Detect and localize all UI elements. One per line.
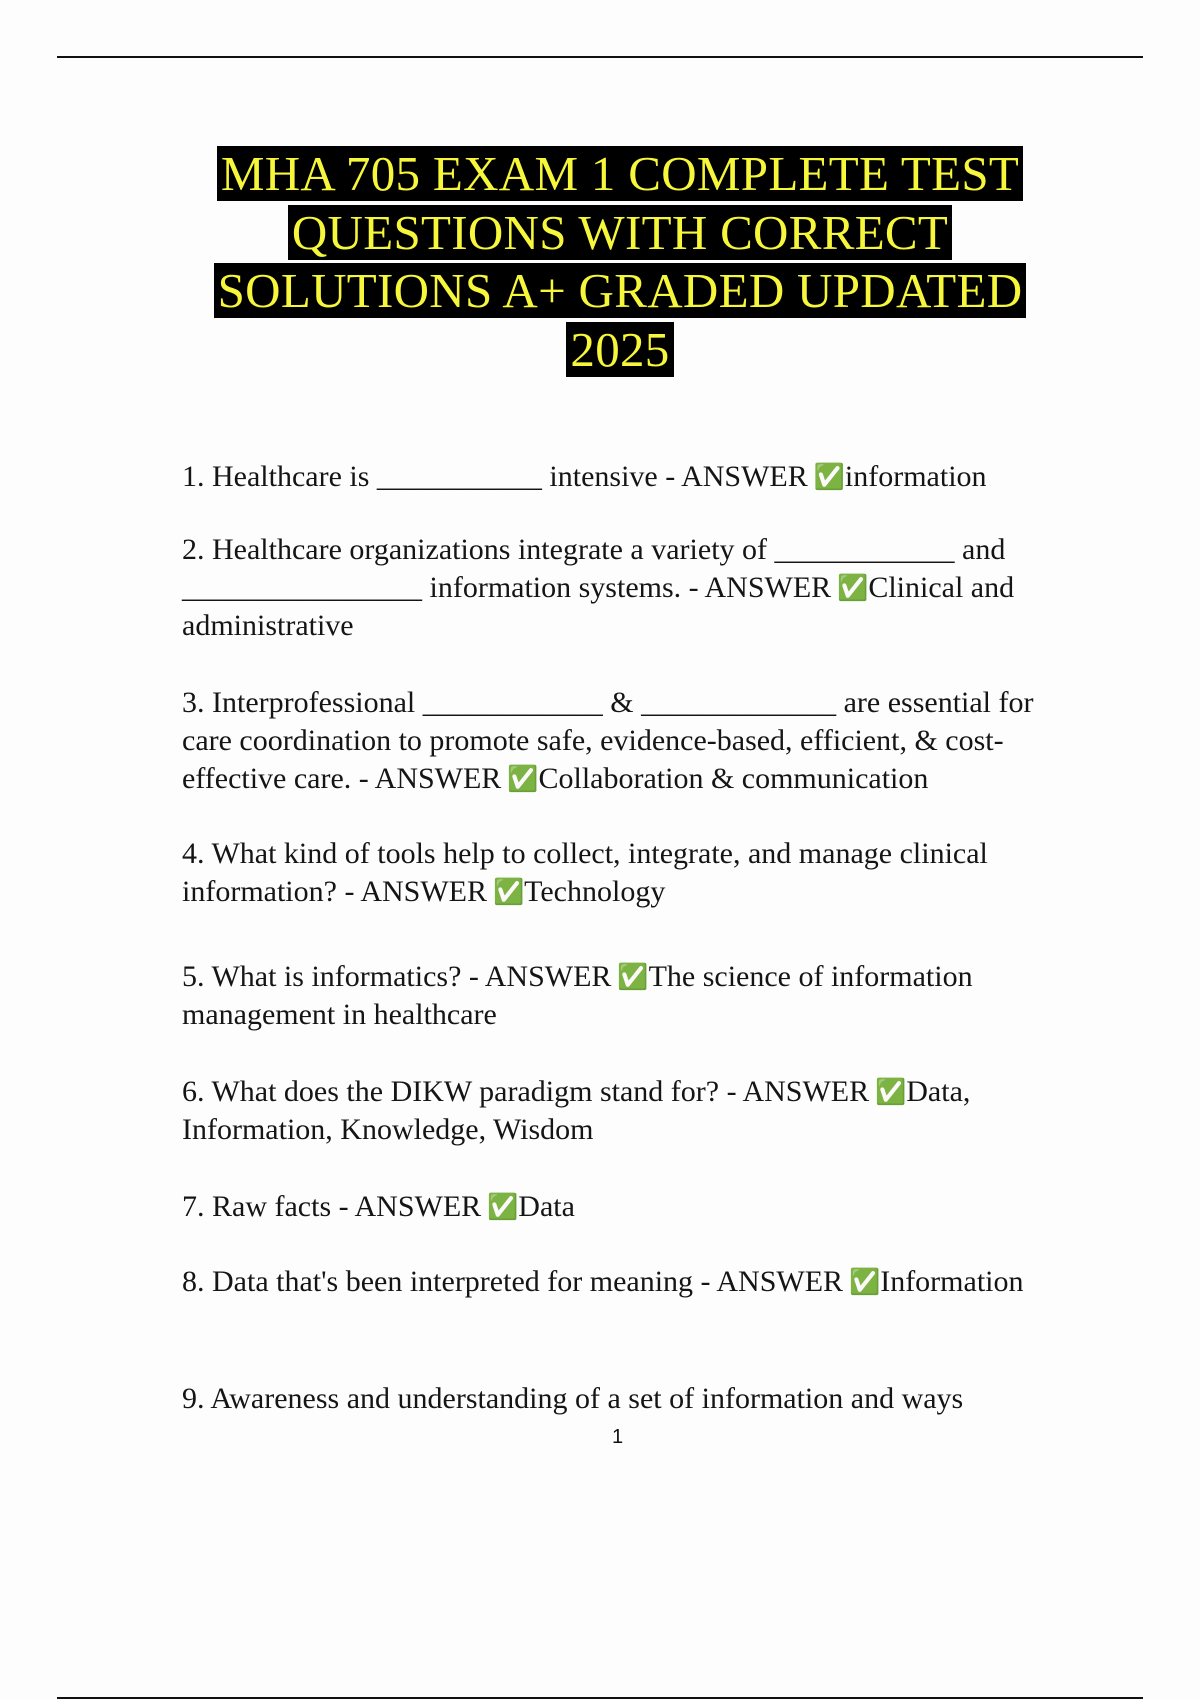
question-number: 9.: [182, 1382, 205, 1415]
answer-marker: ANSWER: [374, 762, 502, 795]
document-title: [160, 145, 1080, 379]
answer-text: Data: [518, 1190, 575, 1223]
question-text: What does the DIKW paradigm stand for? -: [211, 1075, 737, 1108]
checkmark-icon: ✅: [837, 573, 869, 602]
answer-marker: ANSWER: [354, 1190, 482, 1223]
checkmark-icon: ✅: [813, 462, 845, 491]
question-text: Raw facts -: [212, 1190, 349, 1223]
answer-text: Collaboration & communication: [538, 762, 929, 795]
answer-text: Information: [880, 1265, 1024, 1298]
question-text: What kind of tools help to collect, integrate, and manage clinical information? -: [182, 837, 996, 908]
question-number: 7.: [182, 1190, 205, 1223]
question-item: [182, 531, 1062, 645]
question-number: 2.: [182, 533, 205, 566]
checkmark-icon: ✅: [617, 962, 649, 991]
question-item: [182, 458, 1062, 496]
title-line: MHA 705 EXAM 1 COMPLETE TEST: [217, 146, 1023, 201]
checkmark-icon: ✅: [849, 1267, 881, 1296]
question-number: 4.: [182, 837, 205, 870]
answer-marker: ANSWER: [716, 1265, 844, 1298]
question-text: Healthcare is ___________ intensive -: [212, 460, 676, 493]
bottom-rule: [57, 1697, 1143, 1699]
question-item: [182, 1073, 1062, 1149]
answer-marker: ANSWER: [704, 571, 832, 604]
answer-marker: ANSWER: [681, 460, 808, 493]
answer-marker: ANSWER: [360, 875, 487, 908]
checkmark-icon: ✅: [492, 877, 525, 906]
question-item: [182, 1188, 1062, 1226]
question-number: 1.: [182, 460, 205, 493]
checkmark-icon: ✅: [875, 1077, 907, 1106]
question-item: [182, 1263, 1062, 1301]
answer-text: information: [844, 460, 987, 493]
answer-marker: ANSWER: [742, 1075, 870, 1108]
question-item: [182, 1380, 1062, 1418]
question-text: Awareness and understanding of a set of information and ways: [210, 1382, 964, 1415]
question-item: [182, 684, 1062, 798]
question-text: Healthcare organizations integrate a variety of ____________ and ________________ information systems. -: [182, 533, 1013, 604]
question-item: [182, 958, 1062, 1034]
top-rule: [57, 56, 1143, 58]
answer-text: Clinical and administrative: [182, 571, 1015, 642]
checkmark-icon: ✅: [487, 1192, 519, 1221]
answer-text: The science of information management in healthcare: [182, 960, 973, 1031]
title-line: SOLUTIONS A+ GRADED UPDATED: [214, 263, 1027, 318]
question-number: 5.: [182, 960, 205, 993]
page-number: 1: [611, 1426, 624, 1448]
checkmark-icon: ✅: [507, 764, 539, 793]
answer-text: Technology: [524, 875, 666, 908]
title-line: QUESTIONS WITH CORRECT: [288, 205, 952, 260]
document-title-block: [160, 145, 1080, 379]
question-number: 6.: [182, 1075, 205, 1108]
title-line: 2025: [566, 322, 673, 377]
question-item: [182, 835, 1062, 911]
answer-marker: ANSWER: [484, 960, 612, 993]
question-number: 3.: [182, 686, 205, 719]
question-text: What is informatics? -: [211, 960, 479, 993]
question-text: Data that's been interpreted for meaning -: [212, 1265, 711, 1298]
answer-text: Data, Information, Knowledge, Wisdom: [182, 1075, 971, 1146]
question-text: Interprofessional ____________ & _____________ are essential for care coordination to promote safe, evidence-based, efficient, & cost-effective care. -: [182, 686, 1041, 795]
question-number: 8.: [182, 1265, 205, 1298]
